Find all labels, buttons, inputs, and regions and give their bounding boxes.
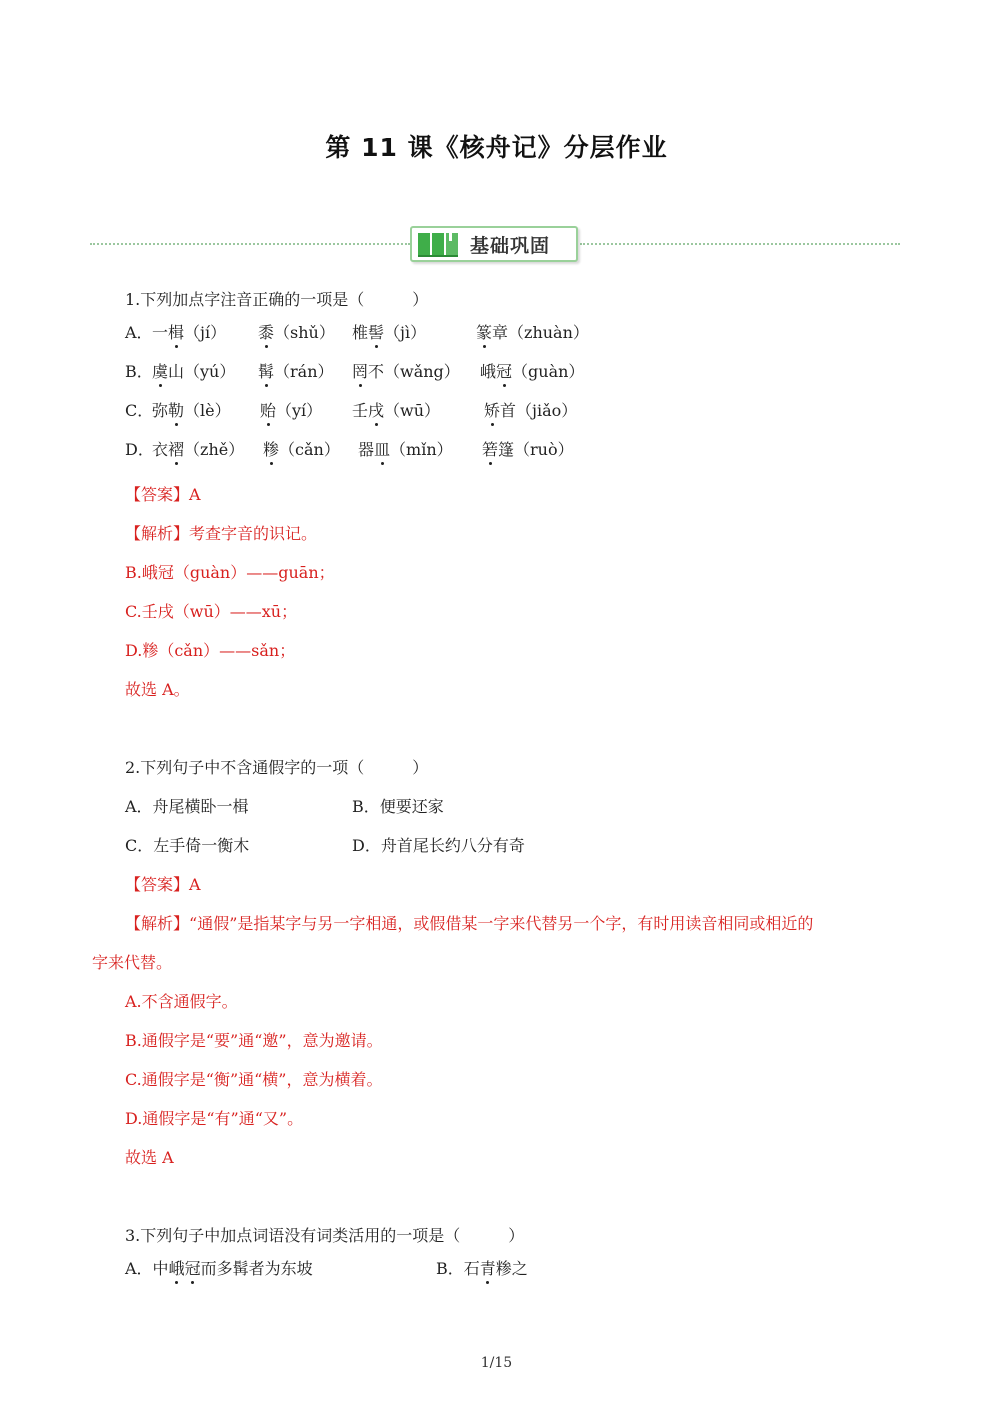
q1-option-c-item-1: 弥勒（lè） [152,398,231,421]
q2-answer: 【答案】A [125,875,201,894]
q3-option-a: A．中峨冠而多髯者为东坡 [125,1256,313,1279]
emphasis-char: 峨 [169,1256,185,1279]
q2-option-c: C．左手倚一衡木 [125,836,250,855]
q1-option-c-item-3: 壬戌（wū） [352,398,440,421]
q2-analysis-line-1: A.不含通假字。 [125,992,238,1011]
q1-analysis-line-4: 故选 A。 [125,680,190,699]
q1-option-b-item-2: 髯（rán） [258,359,334,382]
page-title: 第 11 课《核舟记》分层作业 [325,133,668,162]
q1-option-b-item-1: 虞山（yú） [152,359,235,382]
q3-option-b: B．石青糁之 [436,1256,528,1279]
book-icon [416,229,462,259]
q1-option-c-item-2: 贻（yí） [260,398,322,421]
question-2-stem: 2.下列句子中不含通假字的一项（ ） [125,758,429,777]
q1-analysis-line-2: C.壬戌（wū）——xū； [125,602,298,621]
q2-analysis-line-5: 故选 A [125,1148,174,1167]
emphasis-char: 冠 [185,1256,201,1279]
section-divider-right [580,243,900,245]
q2-option-b: B．便要还家 [352,797,444,816]
q1-analysis: 【解析】考查字音的识记。 [125,524,318,543]
section-divider-left [90,243,410,245]
question-3-stem: 3.下列句子中加点词语没有词类活用的一项是（ ） [125,1226,525,1245]
q1-option-c-item-4: 矫首（jiǎo） [484,398,577,421]
q1-option-b-prefix: B． [125,362,153,381]
q2-analysis-line-4: D.通假字是“有”通“又”。 [125,1109,304,1128]
q2-analysis: 【解析】“通假”是指某字与另一字相通，或假借某一字来代替另一个字，有时用读音相同或相近的 [125,914,814,933]
q1-option-a-item-4: 篆章（zhuàn） [476,320,589,343]
q2-analysis-line-2: B.通假字是“要”通“邀”，意为邀请。 [125,1031,383,1050]
page-number: 1/15 [480,1355,513,1371]
section-label: 基础巩固 [470,234,551,257]
q1-option-a-item-2: 黍（shǔ） [258,320,335,343]
q1-option-b-item-3: 罔不（wǎng） [352,359,460,382]
section-badge [410,226,578,262]
q1-option-c-prefix: C． [125,401,154,420]
q1-option-d-item-2: 糁（cǎn） [263,437,340,460]
q2-analysis-line-3: C.通假字是“衡”通“横”，意为横着。 [125,1070,383,1089]
q1-option-d-prefix: D． [125,440,154,459]
q1-option-d-item-1: 衣褶（zhě） [152,437,244,460]
q1-answer: 【答案】A [125,485,201,504]
q1-option-b-item-4: 峨冠（guàn） [480,359,584,382]
q1-option-d-item-4: 箬篷（ruò） [482,437,574,460]
q2-option-d: D．舟首尾长约八分有奇 [352,836,525,855]
q1-option-a-item-1: 一楫（jí） [152,320,226,343]
q1-option-a-prefix: A． [125,323,153,342]
question-1-stem: 1.下列加点字注音正确的一项是（ ） [125,290,429,309]
q2-option-a: A．舟尾横卧一楫 [125,797,249,816]
q1-option-d-item-3: 器皿（mǐn） [358,437,453,460]
q1-option-a-item-3: 椎髻（jì） [352,320,426,343]
q1-analysis-line-3: D.糁（cǎn）——sǎn； [125,641,296,660]
q1-analysis-line-1: B.峨冠（guàn）——guān； [125,563,335,582]
q2-analysis-continued: 字来代替。 [92,953,173,972]
